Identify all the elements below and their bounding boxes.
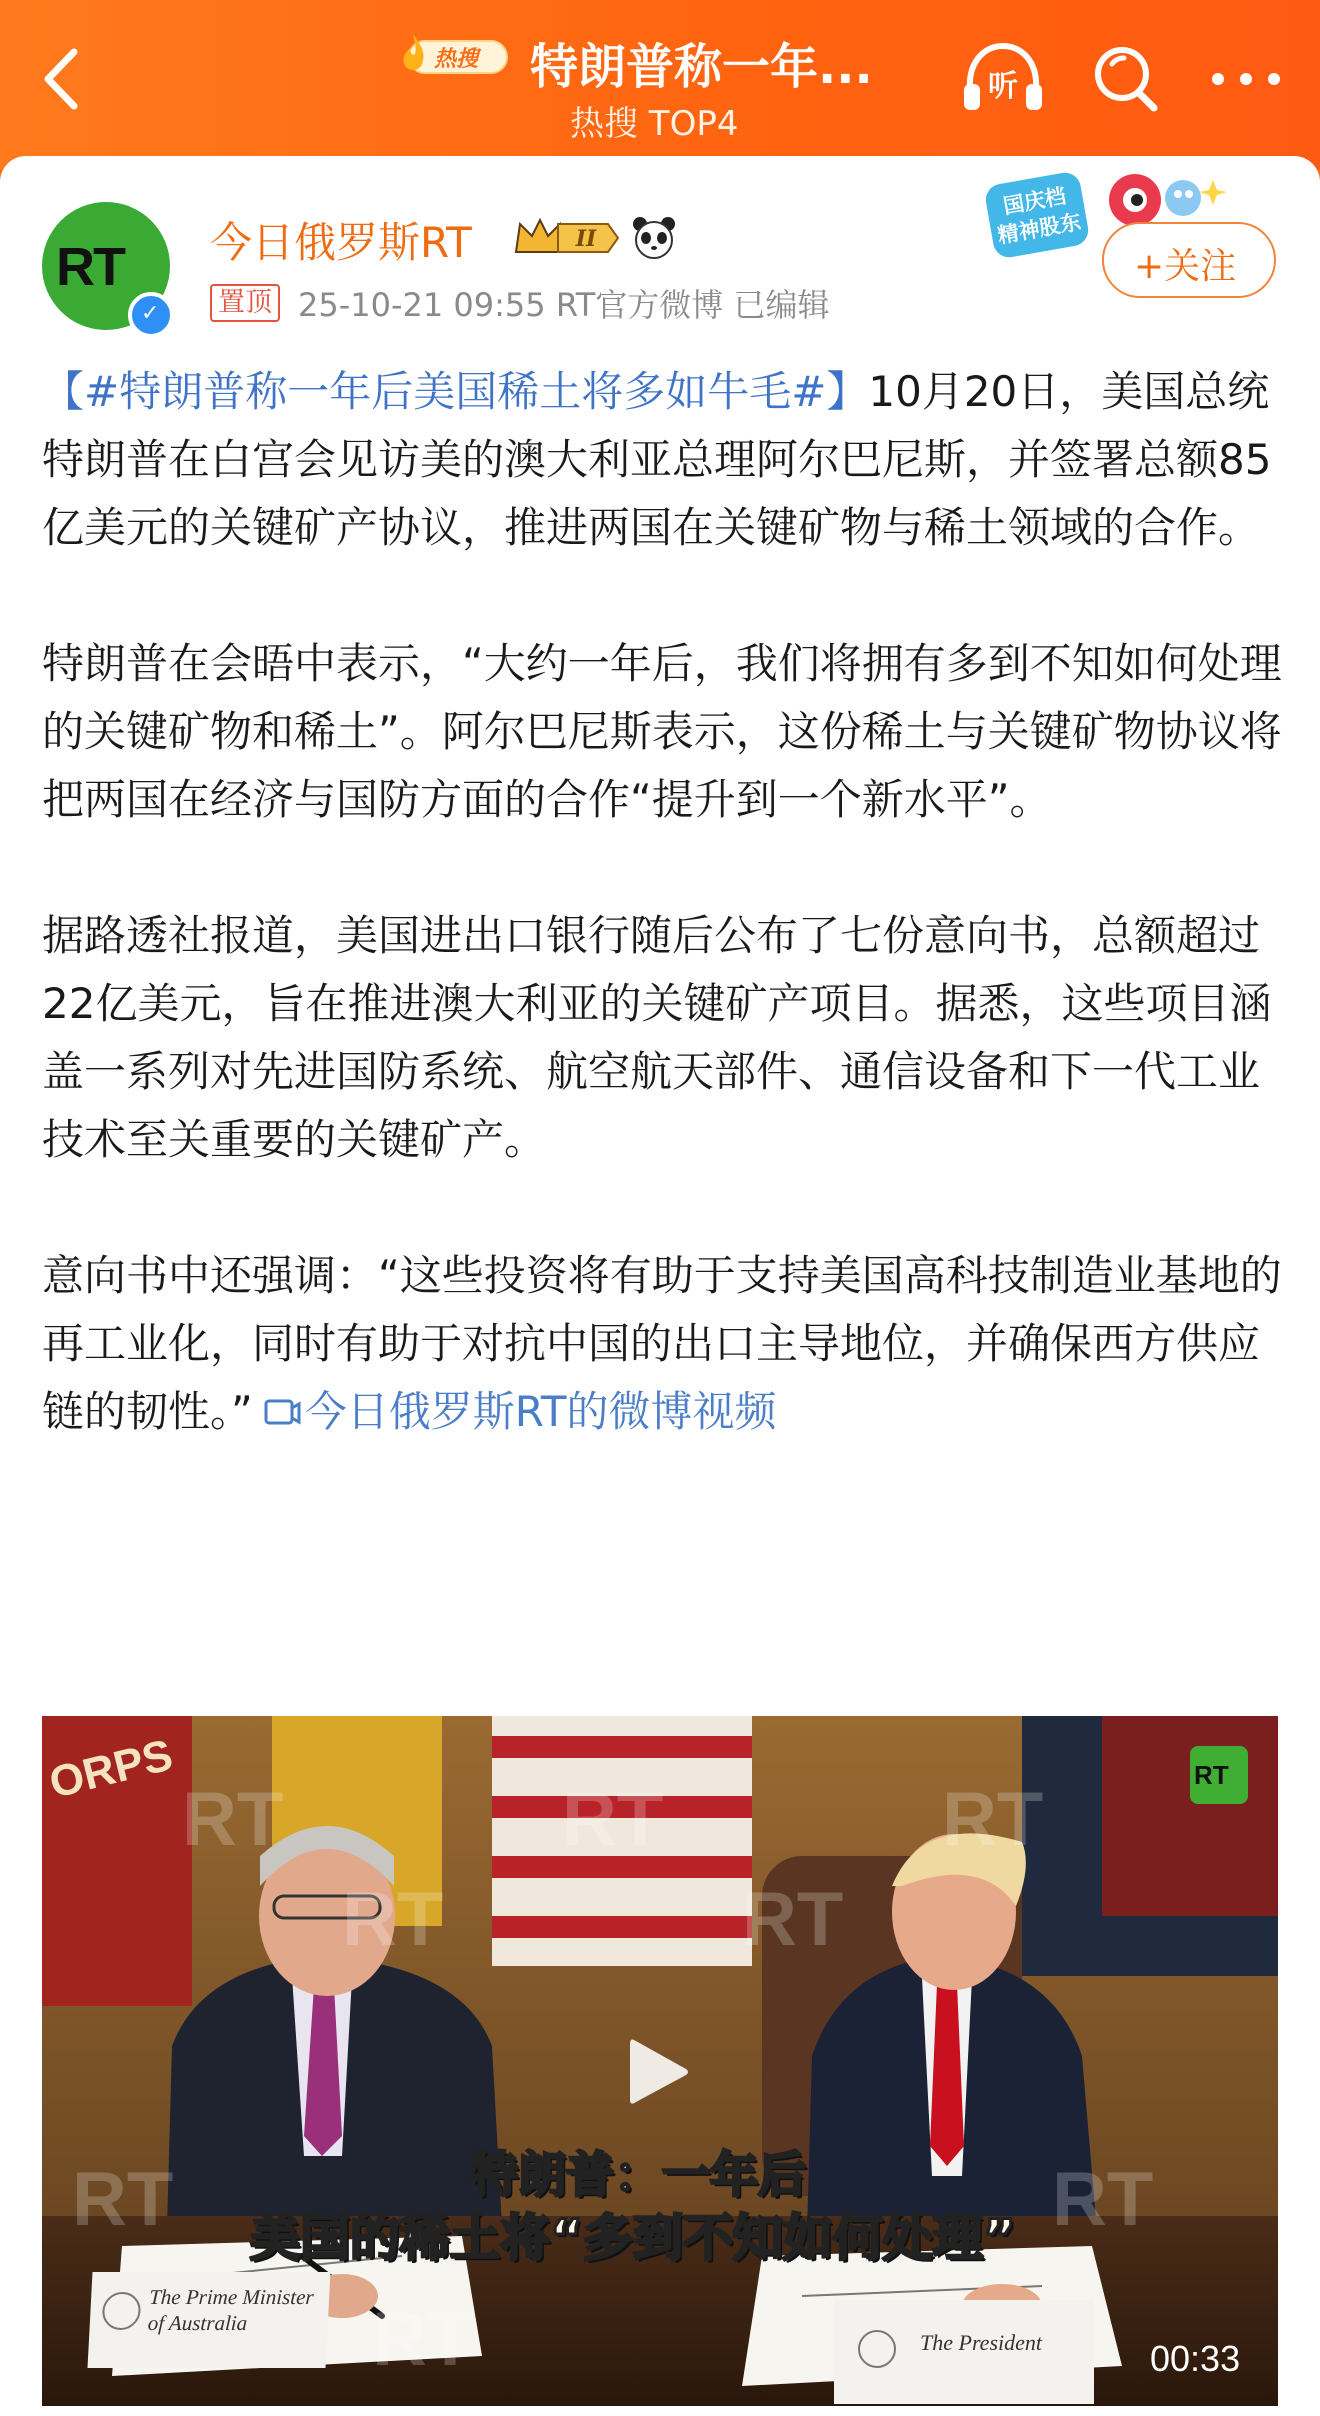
- panda-icon[interactable]: [630, 214, 678, 262]
- seal-icon: [858, 2330, 896, 2368]
- watermark-4: RT: [342, 1877, 444, 1962]
- member-level: II: [575, 226, 597, 252]
- chevron-left-icon[interactable]: [34, 44, 94, 114]
- avatar-logo-text: RT: [56, 237, 124, 297]
- name-plate-left-line2: of Australia: [147, 2311, 248, 2335]
- video-link[interactable]: [253, 1387, 777, 1436]
- paragraph-4-text: 意向书中还强调：“这些投资将有助于支持美国高科技制造业基地的再工业化，同时有助于对抗中国的出口主导地位，并确保西方供应链的韧性。”: [42, 1251, 1282, 1436]
- paragraph-1-text: 10月20日，美国总统特朗普在白宫会见访美的澳大利亚总理阿尔巴尼斯，并签署总额85亿美元的关键矿产协议，推进两国在关键矿物与稀土领域的合作。: [42, 367, 1272, 552]
- page-subtitle: 热搜 TOP4: [570, 104, 739, 144]
- video-subtitle-line-1: 特朗普：一年后: [470, 2147, 807, 2203]
- watermark-1: RT: [182, 1777, 284, 1862]
- verified-icon: ✓: [128, 292, 174, 338]
- hashtag-link[interactable]: 【#特朗普称一年后美国稀土将多如牛毛#】: [42, 367, 869, 416]
- video-subtitle-line-2: 美国的稀土将“多到不知如何处理”: [250, 2209, 1016, 2267]
- watermark-3: RT: [942, 1777, 1044, 1862]
- video-duration: 00:33: [1150, 2338, 1241, 2379]
- svg-text:国庆档: 国庆档: [1001, 183, 1068, 219]
- pinned-badge: 置顶: [210, 284, 280, 322]
- search-icon[interactable]: [1090, 40, 1162, 116]
- author-name[interactable]: 今日俄罗斯RT: [210, 218, 472, 267]
- video-link-icon: [263, 1396, 301, 1430]
- paragraph-2: 特朗普在会晤中表示，“大约一年后，我们将拥有多到不知如何处理的关键矿物和稀土”。阿尔巴尼斯表示，这份稀土与关键矿物协议将把两国在经济与国防方面的合作“提升到一个新水平”。: [42, 639, 1282, 824]
- post-content: [42, 358, 1282, 1446]
- flame-icon: [398, 32, 428, 76]
- watermark-7: RT: [1052, 2157, 1154, 2242]
- listen-icon[interactable]: [958, 38, 1048, 118]
- hot-search-title: [390, 22, 950, 142]
- svg-text:精神股东: 精神股东: [995, 209, 1083, 248]
- follow-label: +关注: [1134, 246, 1237, 287]
- page-title: 特朗普称一年...: [530, 39, 873, 95]
- flag-text: ORPS: [44, 1730, 178, 1808]
- watermark-6: RT: [72, 2157, 174, 2242]
- more-icon[interactable]: [1206, 64, 1286, 94]
- watermark-2: RT: [562, 1777, 664, 1862]
- name-plate-left: [87, 2272, 330, 2368]
- top-bar: [0, 0, 1320, 170]
- follow-button[interactable]: [1102, 222, 1276, 298]
- watermark-5: RT: [742, 1877, 844, 1962]
- paragraph-4: [42, 1242, 1282, 1446]
- video-link-label: 今日俄罗斯RT的微博视频: [304, 1387, 777, 1436]
- name-plate-right-text: The President: [920, 2330, 1042, 2355]
- rt-logo-text: RT: [1194, 1760, 1229, 1790]
- watermark-8: RT: [372, 2297, 474, 2382]
- name-plate-left-line1: The Prime Minister: [148, 2285, 315, 2309]
- member-crown-icon[interactable]: [512, 214, 622, 262]
- rt-logo-icon: [1190, 1746, 1248, 1804]
- hot-badge-label: 热搜: [434, 47, 479, 72]
- listen-label: 听: [988, 69, 1018, 104]
- seal-icon: [101, 2292, 141, 2330]
- paragraph-3: 据路透社报道，美国进出口银行随后公布了七份意向书，总额超过22亿美元，旨在推进澳大利亚的关键矿产项目。据悉，这些项目涵盖一系列对先进国防系统、航空航天部件、通信设备和下一代工业技术至关重要的关键矿产。: [42, 911, 1272, 1164]
- post-meta: [210, 280, 829, 324]
- play-icon[interactable]: [622, 2032, 694, 2112]
- post-meta-text: 25-10-21 09:55 RT官方微博 已编辑: [298, 286, 830, 324]
- name-plate-right: [834, 2300, 1094, 2404]
- paragraph-1: [42, 358, 1282, 562]
- hot-search-badge: [398, 32, 513, 82]
